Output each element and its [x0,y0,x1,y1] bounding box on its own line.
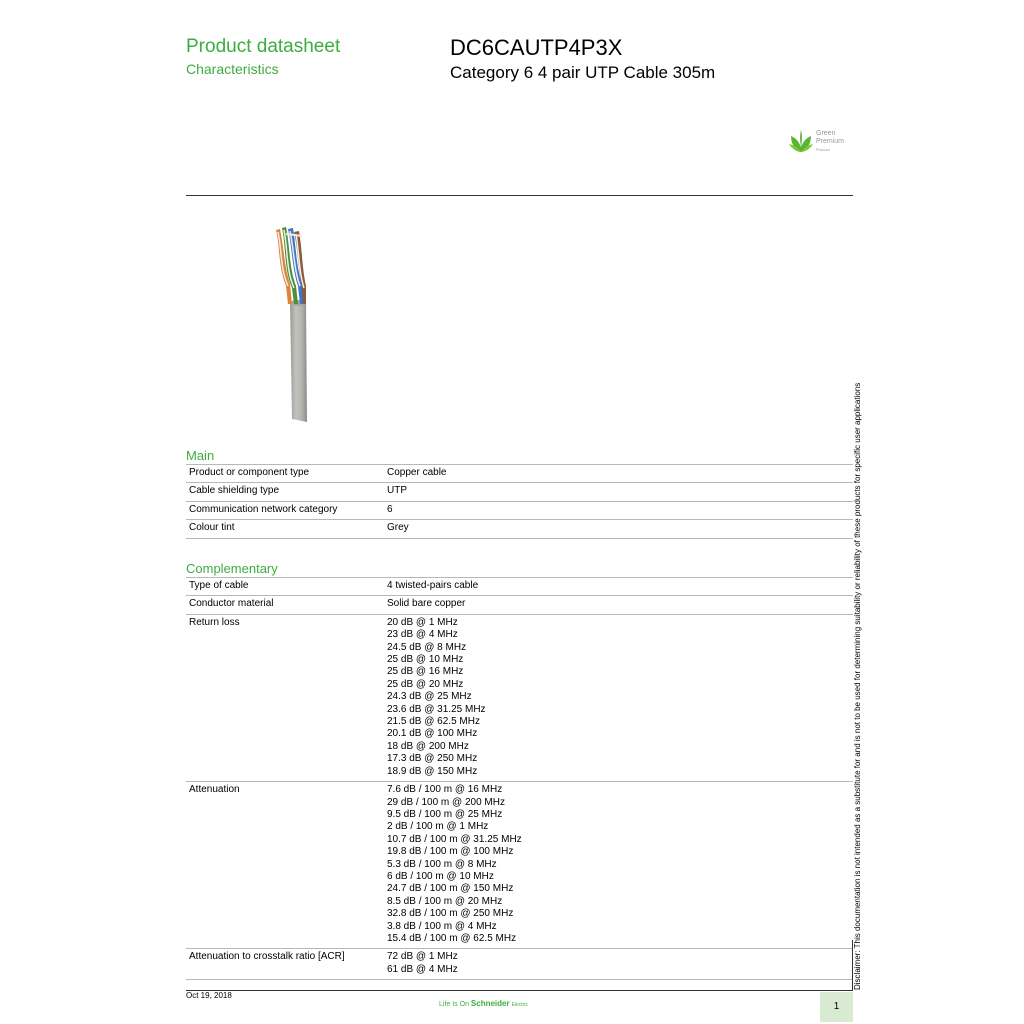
spec-value-line: 61 dB @ 4 MHz [387,963,458,975]
spec-value-line: 6 dB / 100 m @ 10 MHz [387,870,494,882]
spec-value-line: UTP [387,485,407,497]
spec-value-line: 10.7 dB / 100 m @ 31.25 MHz [387,833,522,845]
spec-value-line: 24.5 dB @ 8 MHz [387,641,467,653]
section-title-main: Main [186,448,215,463]
spec-value-line: 4 twisted-pairs cable [387,580,479,591]
green-premium-line2: Premium [816,138,845,145]
spec-value-line: 32.8 dB / 100 m @ 250 MHz [387,908,514,920]
footer-side-rule [852,940,853,990]
spec-value-line: Copper cable [387,467,447,478]
schneider-logo [439,999,528,1008]
spec-value-line: 23 dB @ 4 MHz [387,629,458,641]
spec-value-line: 25 dB @ 10 MHz [387,654,464,666]
spec-row [186,949,853,980]
green-premium-logo [788,128,858,154]
product-description: Category 6 4 pair UTP Cable 305m [450,63,716,82]
page-number: 1 [820,992,853,1022]
spec-label: Return loss [186,614,384,781]
spec-value-line: 19.8 dB / 100 m @ 100 MHz [387,846,514,858]
spec-row [186,483,853,501]
spec-label: Attenuation [186,782,384,949]
spec-label: Cable shielding type [186,483,384,501]
spec-value [384,465,853,483]
spec-value-line: 24.7 dB / 100 m @ 150 MHz [387,883,514,895]
footer-date: Oct 19, 2018 [186,991,232,1000]
green-premium-leaf-icon [788,128,814,154]
spec-value [384,596,853,614]
green-premium-line1: Green [816,130,836,137]
brand-tagline: Life Is On [439,1001,469,1008]
spec-value-line: 17.3 dB @ 250 MHz [387,753,478,765]
spec-value [384,483,853,501]
spec-row [186,614,853,781]
spec-row [186,465,853,483]
brand-name: Schneider [470,999,510,1008]
footer-divider [186,990,853,991]
spec-label: Product or component type [186,465,384,483]
spec-value-line: 20 dB @ 1 MHz [387,616,458,628]
spec-value-line: 18.9 dB @ 150 MHz [387,765,478,777]
complementary-specs-table [186,577,853,980]
spec-value [384,949,853,980]
section-title-complementary: Complementary [186,561,278,576]
spec-value-line: 9.5 dB / 100 m @ 25 MHz [387,808,503,820]
spec-label: Colour tint [186,520,384,538]
spec-label: Communication network category [186,501,384,519]
spec-value-line: 15.4 dB / 100 m @ 62.5 MHz [387,932,517,944]
spec-row [186,578,853,596]
spec-value-line: Grey [387,522,409,534]
spec-value-line: 20.1 dB @ 100 MHz [387,728,478,740]
brand-sub: Electric [511,1002,528,1008]
spec-value-line: 18 dB @ 200 MHz [387,740,469,752]
spec-label: Attenuation to crosstalk ratio [ACR] [186,949,384,980]
header-divider [186,195,853,196]
green-premium-line3: Product [816,147,830,152]
spec-value [384,520,853,538]
spec-label: Type of cable [186,578,384,596]
product-reference: DC6CAUTP4P3X [450,35,623,60]
cable-photo [268,226,318,422]
datasheet-subtitle: Characteristics [186,61,279,77]
spec-value-line: 6 [387,503,393,515]
spec-value-line: 24.3 dB @ 25 MHz [387,691,472,703]
main-specs-table [186,464,853,539]
spec-value-line: 5.3 dB / 100 m @ 8 MHz [387,858,497,870]
spec-value-line: 72 dB @ 1 MHz [387,951,458,963]
spec-value [384,614,853,781]
spec-value-line: 23.6 dB @ 31.25 MHz [387,703,486,715]
spec-value-line: 2 dB / 100 m @ 1 MHz [387,821,489,833]
spec-value [384,578,853,596]
spec-label: Conductor material [186,596,384,614]
spec-value-line: 25 dB @ 16 MHz [387,666,464,678]
spec-row [186,501,853,519]
spec-value-line: Solid bare copper [387,598,466,610]
spec-value-line: 25 dB @ 20 MHz [387,678,464,690]
spec-value-line: 3.8 dB / 100 m @ 4 MHz [387,920,497,932]
spec-value [384,782,853,949]
spec-value-line: 21.5 dB @ 62.5 MHz [387,716,480,728]
spec-value-line: 7.6 dB / 100 m @ 16 MHz [387,784,503,796]
datasheet-title: Product datasheet [186,36,341,57]
spec-row [186,520,853,538]
spec-value-line: 29 dB / 100 m @ 200 MHz [387,796,505,808]
spec-row [186,782,853,949]
spec-value-line: 8.5 dB / 100 m @ 20 MHz [387,895,503,907]
spec-row [186,596,853,614]
spec-value [384,501,853,519]
disclaimer: Disclaimer: This documentation is not intended as a substitute for and is not to be used for determining suitability or reliability of these products for specific user applications [853,382,862,990]
